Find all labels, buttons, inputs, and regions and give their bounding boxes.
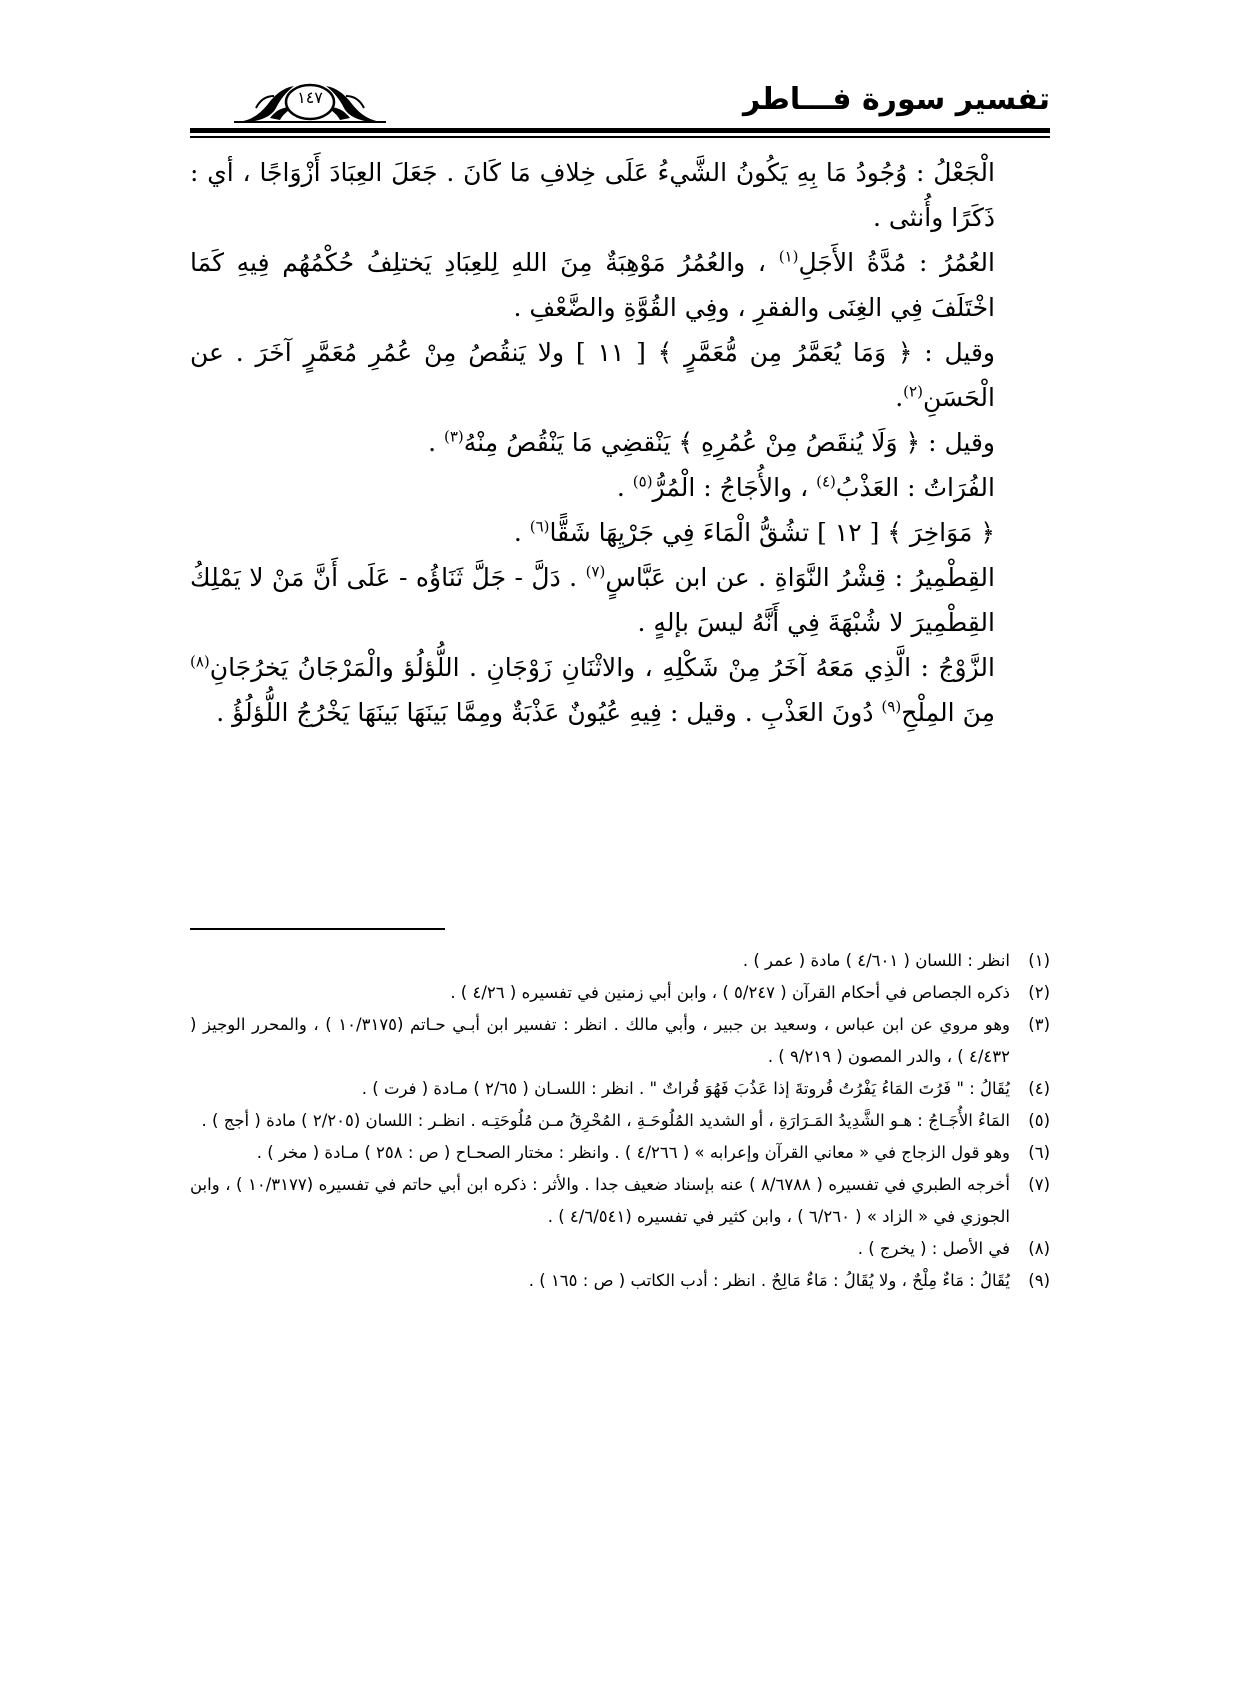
paragraph-mawakhir: ﴿ مَوَاخِرَ ﴾ [ ١٢ ] تشُقُّ الْمَاءَ فِي جَرْيِهَا شَقًّا$^{(٦)}$ . [513,517,995,547]
body-text [190,150,1050,735]
paragraph-umur: العُمُرُ : مُدَّةُ الأَجَلِ$^{(١)}$ ، والعُمُرُ مَوْهِبَةٌ مِنَ اللهِ لِلعِبَادِ يَختلِفُ حُكْمُهُم فِيهِ كَمَا اخْتَلَفَ فِي الغِنَى والفقرِ ، وفِي القُوَّةِ والضَّعْفِ . [190,247,995,322]
paragraph-wa-qila-1: وقيل : ﴿ وَمَا يُعَمَّرُ مِن مُّعَمَّرٍ ﴾ [ ١١ ] ولا يَنقُصُ مِنْ عُمُرِ مُعَمَّرٍ آخَرَ . عن الْحَسَنِ$^{(٢)}$. [190,338,995,412]
footnote-ref: (٩) [881,697,902,716]
paragraph-zawj: الزَّوْجُ : الَّذِي مَعَهُ آخَرُ مِنْ شَكْلِهِ ، والاثْنَانِ زَوْجَانِ . اللُّؤلُؤ والْمَرْجَانُ يَخرُجَانِ$^{(٨)}$ مِنَ المِلْحِ$^{(٩)}$ دُونَ العَذْبِ . وقيل : فِيهِ عُيُونٌ عَذْبَةٌ ومِمَّا بَينَهَا بَينَهَا يَخْرُجُ اللُّؤلُؤُ . [190,652,995,727]
footnotes [190,945,1050,1297]
header-rule [190,128,1050,133]
page-number: ١٤٧ [297,88,323,107]
footnote-separator [190,928,445,930]
footnote-ref: (٧) [585,562,606,581]
footnote-item: (٤) يُقَالُ : " فَرُتَ المَاءُ يَفْرُتُ فُروتةَ إذا عَذُبَ فَهُوَ فُراتٌ " . انظر : اللسـان ( ٢/٦٥ ) مـادة ( فرت ) . [361,1079,1050,1098]
footnote-ref: (٨) [190,652,210,671]
paragraph-jaal: الْجَعْلُ : وُجُودُ مَا بِهِ يَكُونُ الشَّيءُ عَلَى خِلافِ مَا كَانَ . جَعَلَ العِبَادَ أَزْوَاجًا ، أي : ذَكَرًا وأُنثى . [190,158,995,232]
footnote-item: (٦) وهو قول الزجاج في « معاني القرآن وإعرابه » ( ٤/٢٦٦ ) . وانظر : مختار الصحـاح ( ص : ٢٥٨ ) مـادة ( مخر ) . [256,1143,1050,1162]
footnote-ref: (٦) [529,517,550,536]
page-title: تفسير سورة فـــاطر [742,82,1050,117]
footnote-ref: (٥) [632,472,653,491]
footnote-ref: (٤) [816,472,836,491]
page-header [190,78,1050,128]
footnote-item: (٩) يُقَالُ : مَاءٌ مِلْحٌ ، ولا يُقَالُ : مَاءٌ مَالِحٌ . انظر : أدب الكاتب ( ص : ١٦٥ ) . [528,1271,1050,1290]
footnote-item: (٥) المَاءُ الأُجَـاجُ : هـو الشَّدِيدُ المَـرَارَةِ ، أو الشديد المُلُوحَـةِ ، المُحْرِقُ مـن مُلُوحَتِـه . انظـر : اللسان (٢/٢٠٥ ) مادة ( أجج ) . [201,1111,1050,1130]
header-rule-thin [190,136,1050,138]
paragraph-wa-qila-2: وقيل : ﴿ وَلَا يُنقَصُ مِنْ عُمُرِهِ ﴾ يَنْقضِي مَا يَنْقُصُ مِنْهُ$^{(٣)}$ . [428,427,995,457]
footnote-item: (١) انظر : اللسان ( ٤/٦٠١ ) مادة ( عمر ) . [742,951,1050,970]
paragraph-furat: الفُرَاتُ : العَذْبُ$^{(٤)}$ ، والأُجَاجُ : الْمُرُّ$^{(٥)}$ . [616,472,995,502]
footnote-item: (٧) أخرجه الطبري في تفسيره ( ٨/٦٧٨٨ ) عنه بإسناد ضعيف جدا . والأثر : ذكره ابن أبي حاتم في تفسيره (١٠/٣١٧٧ ) ، وابن الجوزي في « الزاد » ( ٦/٢٦٠ ) ، وابن كثير في تفسيره (٤/٦/٥٤١ ) . [190,1175,1050,1226]
footnote-ref: (٢) [903,382,923,401]
paragraph-qitmir: القِطْمِيرُ : قِشْرُ النَّوَاةِ . عن ابن عَبَّاسٍ$^{(٧)}$ . دَلَّ - جَلَّ ثَنَاؤُه - عَلَى أَنَّ مَنْ لا يَمْلِكُ القِطْمِيرَ لا شُبْهَةَ فِي أَنَّهُ ليسَ بإلهٍ . [190,562,995,637]
footnote-item: (٢) ذكره الجصاص في أحكام القرآن ( ٥/٢٤٧ ) ، وابن أبي زمنين في تفسيره ( ٤/٢٦ ) . [450,983,1050,1002]
footnote-ref: (١) [778,247,799,266]
footnote-item: (٨) في الأصل : ( يخرج ) . [857,1239,1050,1258]
footnote-item: (٣) وهو مروي عن ابن عباس ، وسعيد بن جبير ، وأبي مالك . انظر : تفسير ابن أبـي حـاتم (١٠/٣١٧٥ ) ، والمحرر الوجيز ( ٤/٤٣٢ ) ، والدر المصون ( ٩/٢١٩ ) . [190,1015,1050,1066]
footnote-ref: (٣) [444,427,464,446]
